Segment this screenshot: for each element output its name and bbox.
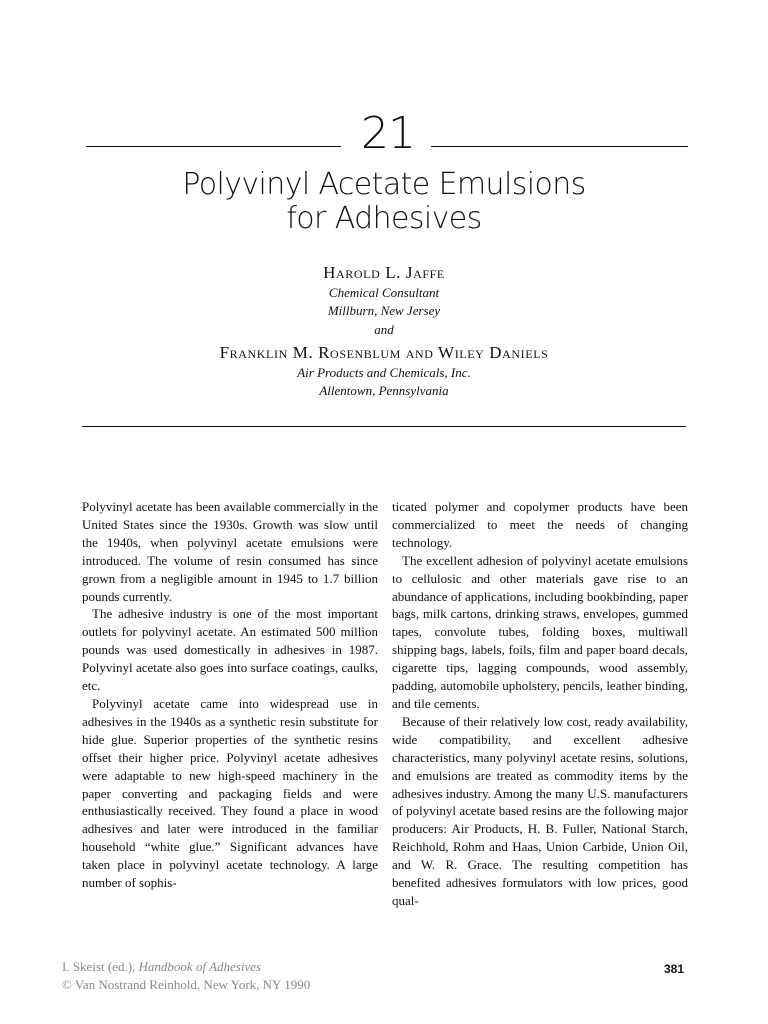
header-divider [82, 426, 686, 427]
author-1-affiliation: Chemical Consultant [328, 285, 440, 300]
author-1-location: Millburn, New Jersey [327, 303, 441, 318]
body-paragraph: Because of their relatively low cost, ready availability, wide compatibility, and excellent adhesive characteristics, many polyvinyl acetate resins, solutions, and emulsions are treated as commodity items by the adhesives industry. Among the many U.S. manufacturers of polyvinyl acetate based resins are the following major producers: Air Products, H. B. Fuller, National Starch, Reichhold, Rohm and Haas, Union Carbide, Union Oil, and W. R. Grace. The resulting competition has benefited adhesives formulators with low prices, good qual- [392, 713, 688, 908]
chapter-number: 21 [361, 108, 415, 159]
source-title: Handbook of Adhesives [138, 959, 262, 974]
body-paragraph: Polyvinyl acetate came into widespread use in adhesives in the 1940s as a synthetic resin substitute for hide glue. Superior properties of the synthetic resins offset their higher price. Polyvinyl acetate adhesives were adaptable to new high-speed machinery in the paper converting and packaging fields and were enthusiastically received. They found a place in wood adhesives and later were introduced in the familiar household “white glue.” Significant advances have taken place in polyvinyl acetate technology. A large number of sophis- [82, 695, 378, 891]
chapter-rule-right [431, 146, 688, 147]
author-block [0, 262, 768, 400]
page-number: 381 [663, 962, 684, 976]
author-1-name: Harold L. Jaffe [323, 263, 445, 282]
chapter-title-line2: for Adhesives [286, 201, 482, 236]
chapter-title-line1: Polyvinyl Acetate Emulsions [182, 167, 586, 202]
body-paragraph: The adhesive industry is one of the most important outlets for polyvinyl acetate. An estimated 500 million pounds was used domestically in adhesives in 1987. Polyvinyl acetate also goes into surface coatings, caulks, etc. [82, 606, 378, 694]
source-prefix: I. Skeist (ed.), [62, 959, 139, 974]
author-conjunction: and [374, 322, 394, 337]
author-2-affiliation: Air Products and Chemicals, Inc. [297, 365, 471, 380]
body-column-right [392, 498, 688, 910]
author-2-names: Franklin M. Rosenblum and Wiley Daniels [219, 343, 549, 362]
body-paragraph: ticated polymer and copolymer products have been commercialized to meet the needs of changing technology. [392, 499, 688, 550]
body-column-left [82, 498, 378, 892]
body-paragraph: Polyvinyl acetate has been available commercially in the United States since the 1930s. Growth was slow until the 1940s, when polyvinyl acetate emulsions were introduced. The volume of resin consumed has since grown from a negligible amount in 1945 to 1.7 billion pounds currently. [82, 499, 378, 604]
chapter-header [86, 108, 688, 160]
chapter-rule-left [86, 146, 341, 147]
source-citation [62, 958, 310, 994]
chapter-title [0, 168, 768, 236]
source-line [62, 958, 310, 976]
copyright-line: © Van Nostrand Reinhold, New York, NY 1990 [62, 977, 311, 992]
body-paragraph: The excellent adhesion of polyvinyl acetate emulsions to cellulosic and other materials gave rise to an abundance of applications, including bookbinding, paper bags, milk cartons, drinking straws, envelopes, gummed tapes, convolute tubes, folding boxes, multiwall shipping bags, labels, foils, film and paper board decals, cigarette tips, lagging compounds, wood assembly, padding, automobile upholstery, pencils, leather binding, and tile cements. [392, 552, 688, 711]
author-2-location: Allentown, Pennsylvania [319, 383, 449, 398]
